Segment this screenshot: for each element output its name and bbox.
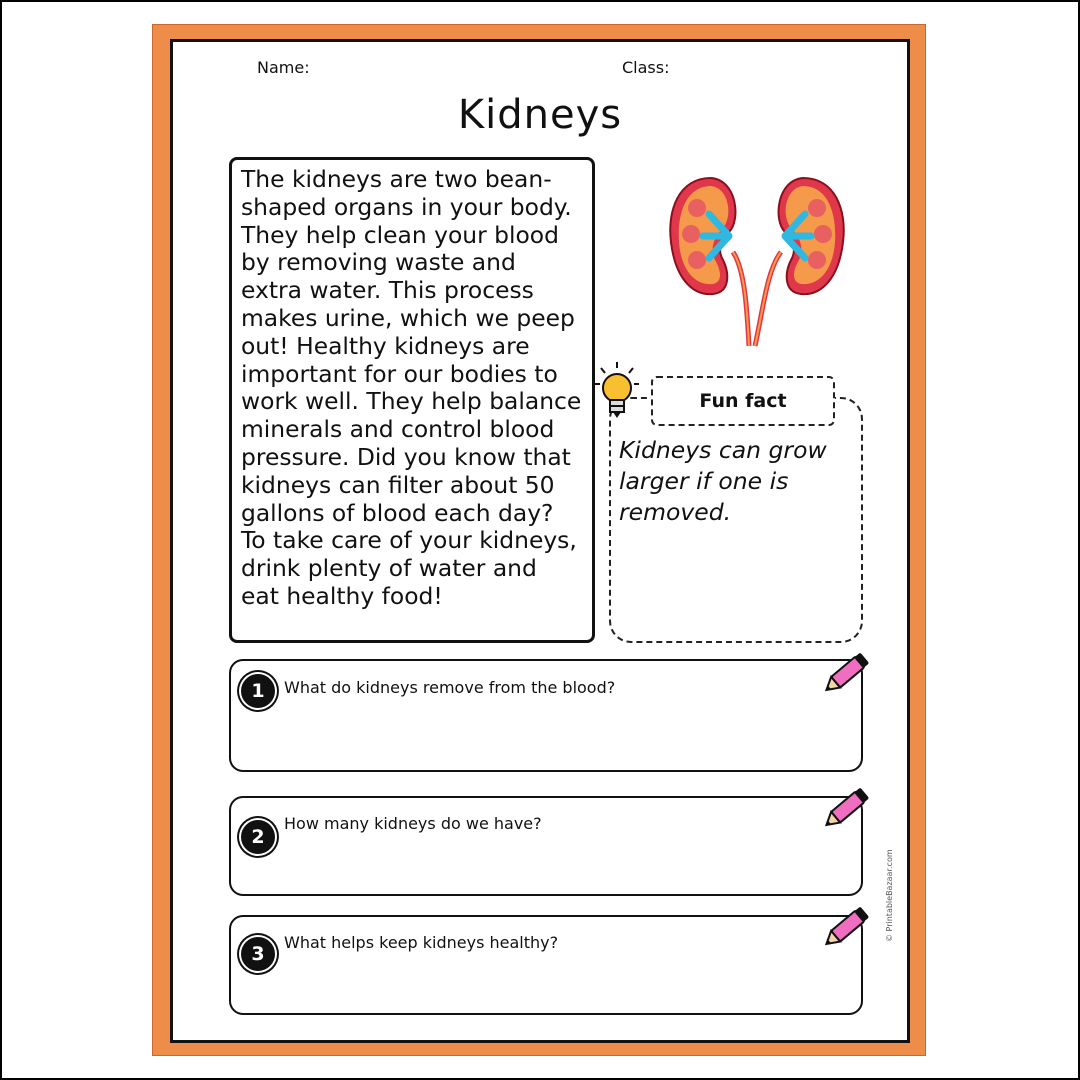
- copyright-text: © PrintableBazaar.com: [885, 849, 894, 942]
- question-3-answer-box[interactable]: [229, 915, 863, 1015]
- fun-fact-heading: Fun fact: [651, 376, 835, 426]
- question-2-answer-box[interactable]: [229, 796, 863, 896]
- question-3-text: What helps keep kidneys healthy?: [284, 933, 559, 952]
- question-2-text: How many kidneys do we have?: [284, 814, 542, 833]
- fun-fact-text: Kidneys can grow larger if one is removed.: [619, 436, 827, 526]
- pencil-icon: [819, 785, 875, 833]
- class-label: Class:: [622, 58, 670, 77]
- question-1-answer-box[interactable]: [229, 659, 863, 772]
- reading-passage-text: The kidneys are two bean-shaped organs in your body. They help clean your blood by removing waste and extra water. This process makes urine, which we peep out! Healthy kidneys are important for our bodies to work well. They help balance minerals and control blood pressure. Did you know that kidneys can filter about 50 gallons of blood each day? To take care of your kidneys, drink plenty of water and eat healthy food!: [241, 165, 582, 610]
- pencil-icon: [819, 650, 875, 698]
- question-1-text: What do kidneys remove from the blood?: [284, 678, 616, 697]
- kidneys-illustration: [663, 170, 853, 350]
- pencil-icon: [819, 904, 875, 952]
- lightbulb-icon: [593, 360, 641, 422]
- question-3-number: 3: [241, 937, 275, 971]
- question-1-number: 1: [241, 674, 275, 708]
- name-label: Name:: [257, 58, 310, 77]
- page-title: Kidneys: [457, 92, 623, 138]
- worksheet-page: [170, 39, 910, 1043]
- question-2-number: 2: [241, 820, 275, 854]
- reading-passage-box: [229, 157, 595, 643]
